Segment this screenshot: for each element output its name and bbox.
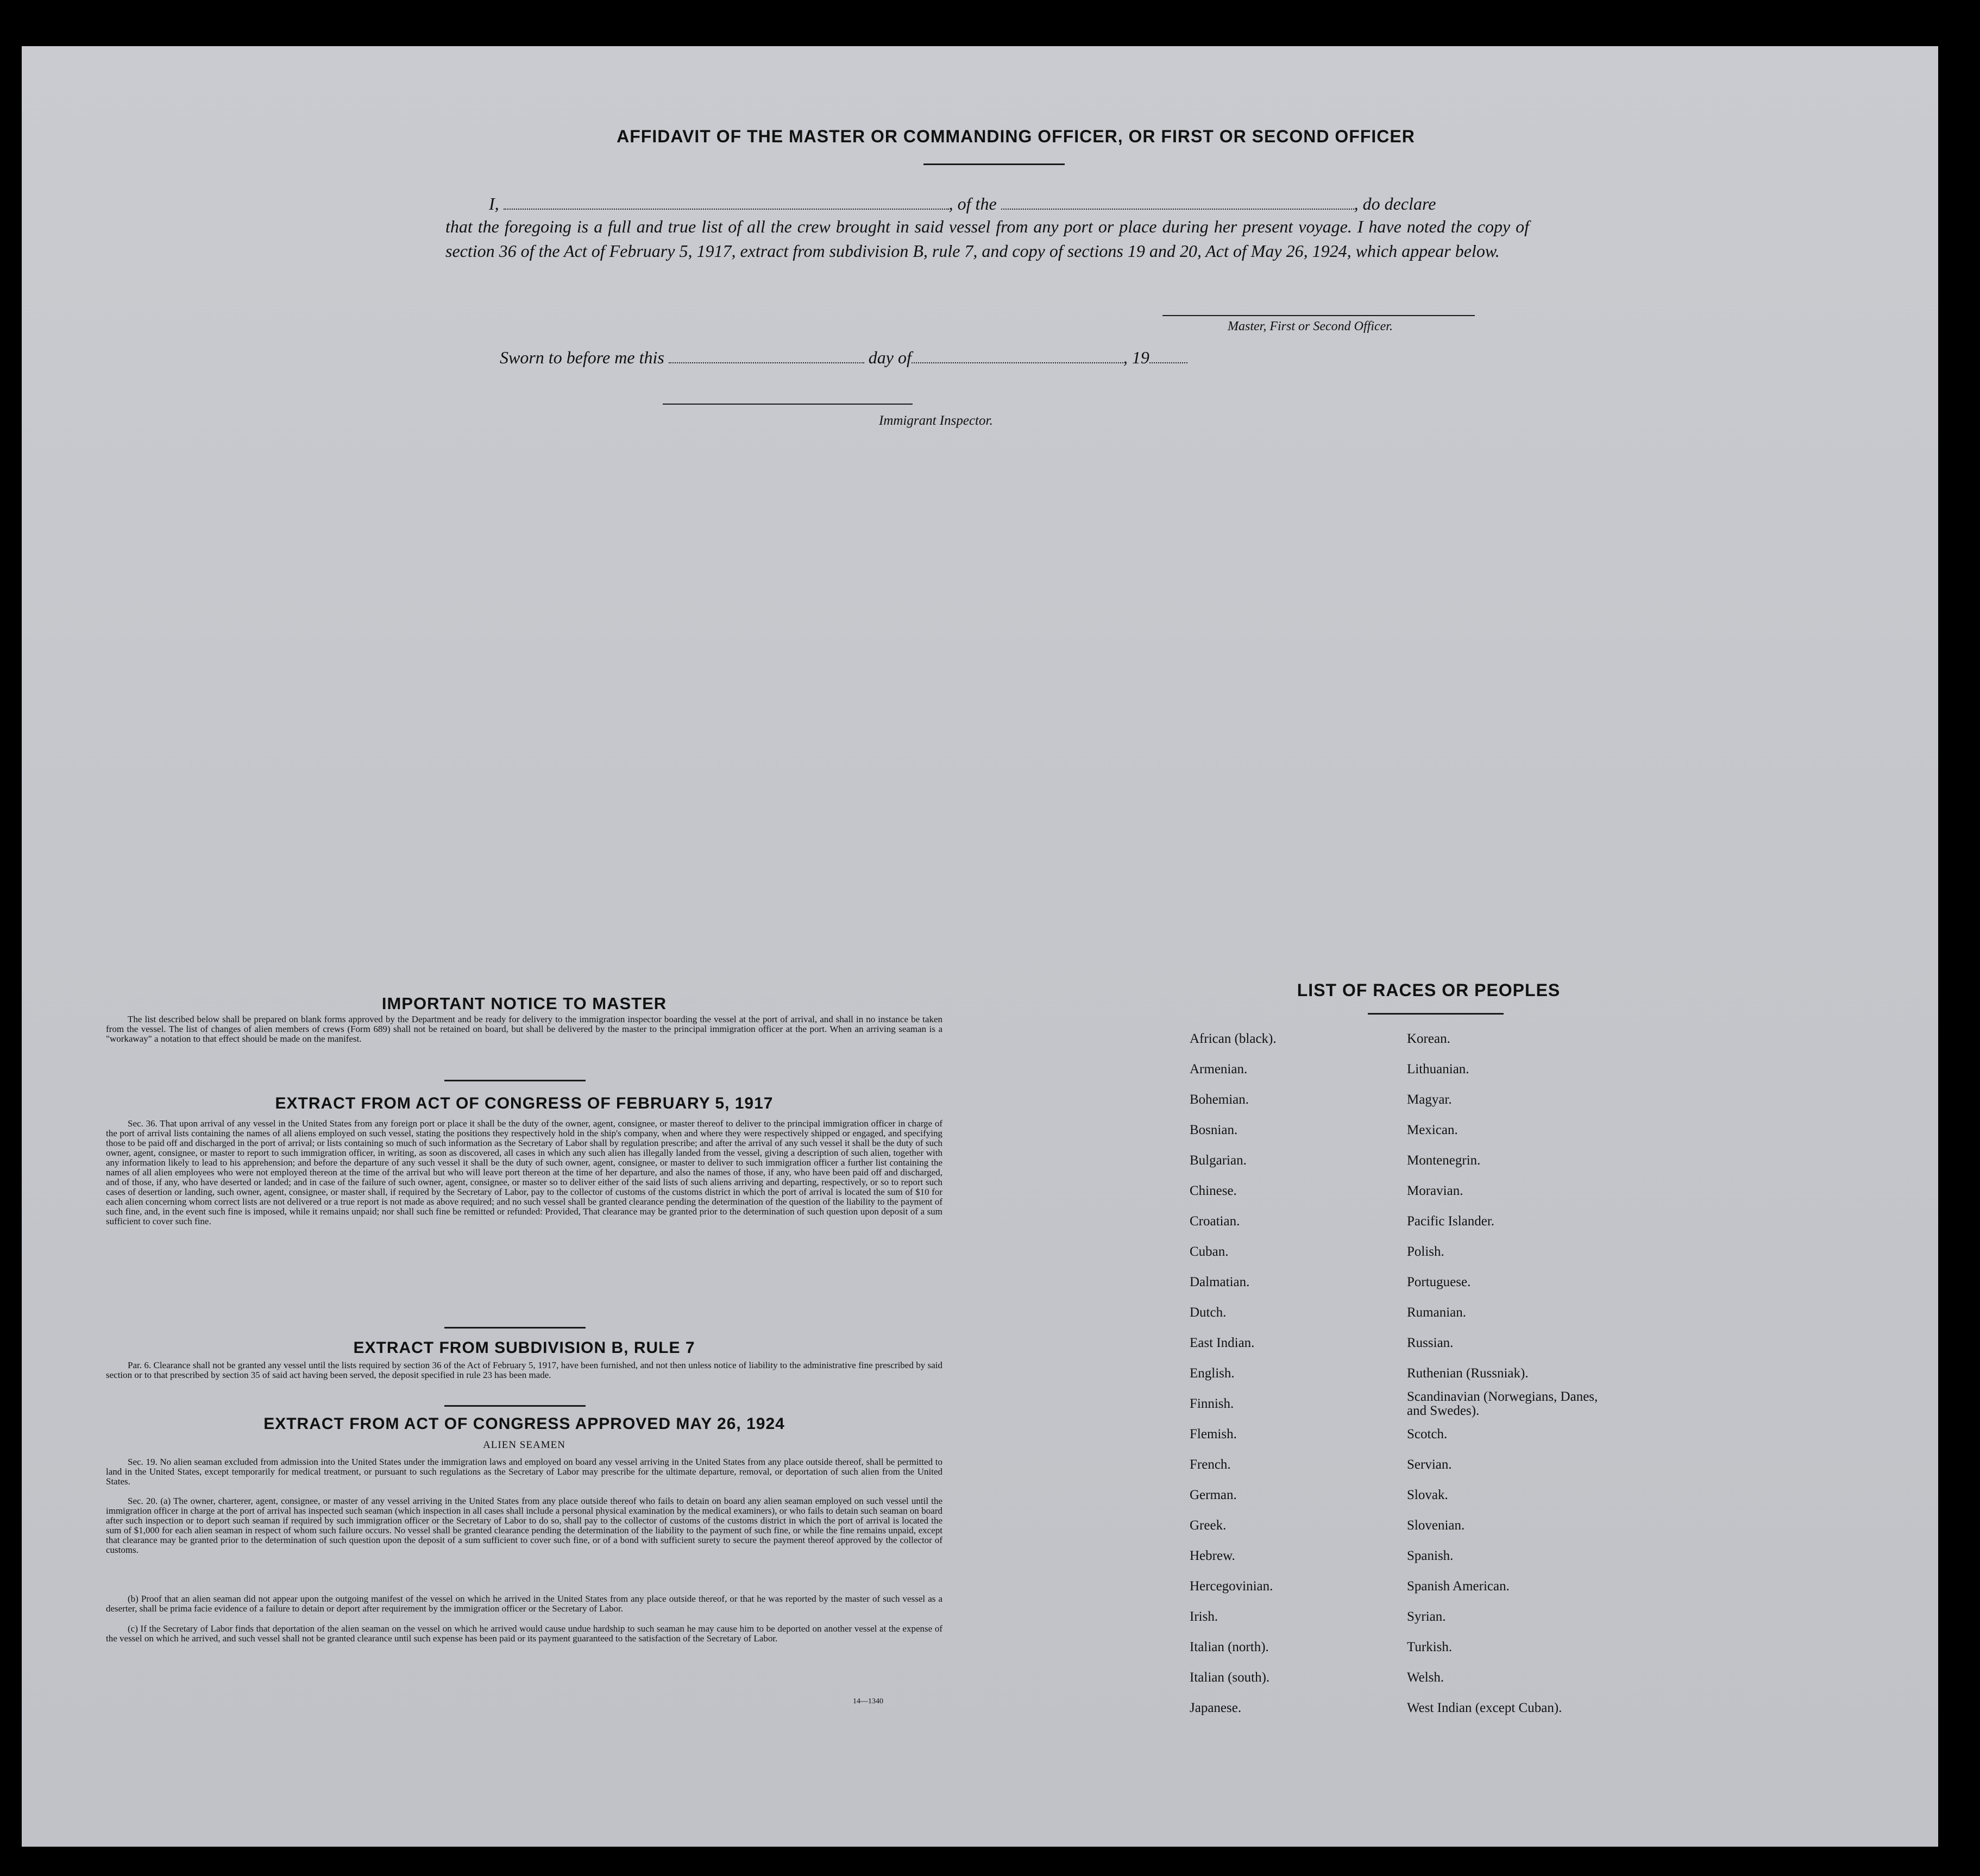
race-item: Irish. (1190, 1609, 1218, 1624)
master-signature-line (1162, 315, 1475, 316)
notice-title: IMPORTANT NOTICE TO MASTER (381, 994, 667, 1013)
alien-seamen-subtitle: ALIEN SEAMEN (483, 1439, 565, 1451)
extract-1917-text: Sec. 36. That upon arrival of any vessel in the United States from any foreign port or place it shall be the duty of the owner, agent, consignee, or master thereof to deliver to the principal immigration officer in charge of the port of arrival lists containing the names of all aliens employed on such vessel, stating the positions they respectively hold in the ship's company, when and where they were respectively shipped or engaged, and specifying those to be paid off and discharged in the port of arrival; or lists containing so much of such information as the Secretary of Labor shall by regulation prescribe; and after the arrival of any such vessel it shall be the duty of such owner, agent, consignee, or master to report to such immigration officer, in writing, as soon as discovered, all cases in which any such alien has illegally landed from the vessel, giving a description of such alien, together with any information likely to lead to his apprehension; and before the departure of any such vessel it shall be the duty of such owner, agent, consignee, or master to deliver to such immigration officer a further list containing the names of all alien employees who were not employed thereon at the time of the arrival but who will leave port thereon at the time of her departure, and also the names of those, if any, who have been paid off and discharged, and of those, if any, who have deserted or landed; and in case of the failure of such owner, agent, consignee, or master so to deliver either of the said lists of such aliens arriving and departing, respectively, or so to report such cases of desertion or landing, such owner, agent, consignee, or master shall, if required by the Secretary of Labor, pay to the collector of customs of the customs district in which the port of arrival is located the sum of $10 for each alien concerning whom correct lists are not delivered or a true report is not made as above required; and no such vessel shall be granted clearance pending the determination of the question of the liability to the payment of such fine, and, in the event such fine is imposed, while it remains unpaid; nor shall such fine be remitted or refunded: Provided, That clearance may be granted prior to the determination of such question upon deposit of a sum sufficient to cover such fine. (106, 1118, 942, 1226)
race-item: Syrian. (1407, 1609, 1446, 1624)
of-the-label: , of the (948, 193, 997, 213)
race-item: Cuban. (1190, 1244, 1229, 1259)
do-declare-label: , do declare (1354, 193, 1436, 213)
race-item: Rumanian. (1407, 1305, 1467, 1320)
affidavit-first-line (489, 193, 1532, 214)
race-item: Pacific Islander. (1407, 1214, 1495, 1229)
race-item: Slovak. (1407, 1488, 1448, 1502)
day-of-label: day of (868, 347, 912, 367)
month-blank (912, 347, 1123, 363)
sec20c-text: (c) If the Secretary of Labor finds that deportation of the alien seaman on the vessel on which he arrived would cause undue hardship to such seaman he may cause him to be deported on another vessel at the expense of the vessel on which he arrived, and such vessel shall not be granted clearance until such expense has been paid or its payment guaranteed to the satisfaction of the Secretary of Labor. (106, 1623, 942, 1644)
race-item: Mexican. (1407, 1123, 1458, 1137)
divider (444, 1080, 586, 1081)
extract-1924-title: EXTRACT FROM ACT OF CONGRESS APPROVED MAY 26, 1924 (263, 1415, 785, 1433)
race-item: French. (1190, 1457, 1231, 1472)
sworn-line (500, 347, 1187, 368)
race-item: Polish. (1407, 1244, 1444, 1259)
race-item: Hebrew. (1190, 1548, 1235, 1563)
race-item: Lithuanian. (1407, 1062, 1469, 1077)
race-item: Welsh. (1407, 1670, 1444, 1685)
race-item: Scandinavian (Norwegians, Danes, and Swedes). (1407, 1389, 1598, 1418)
master-caption: Master, First or Second Officer. (1228, 319, 1393, 333)
affidavit-body: that the foregoing is a full and true list of all the crew brought in said vessel from any port or place during her present voyage. I have noted the copy of section 36 of the Act of February 5, 1917, extract from subdivision B, rule 7, and copy of sections 19 and 20, Act of May 26, 1924, which appear below. (445, 217, 1529, 261)
manifest-back-page (22, 46, 1938, 1847)
vessel-blank (1001, 193, 1354, 210)
year-label: , 19 (1123, 347, 1149, 367)
affidavit-title: AFFIDAVIT OF THE MASTER OR COMMANDING OFFICER, OR FIRST OR SECOND OFFICER (617, 127, 1415, 146)
race-item: German. (1190, 1488, 1237, 1502)
race-item: Hercegovinian. (1190, 1579, 1273, 1594)
race-item: Slovenian. (1407, 1518, 1465, 1533)
sec19-text: Sec. 19. No alien seaman excluded from admission into the United States under the immigration laws and employed on board any vessel arriving in the United States from any place outside thereof, shall be permitted to land in the United States, except temporarily for medical treatment, or pursuant to such regulations as the Secretary of Labor may prescribe for the ultimate departure, removal, or deportation of such alien from the United States. (106, 1457, 942, 1487)
race-item: East Indian. (1190, 1336, 1255, 1350)
inspector-caption: Immigrant Inspector. (879, 413, 993, 428)
race-item: Bosnian. (1190, 1123, 1238, 1137)
race-item: Greek. (1190, 1518, 1227, 1533)
year-blank (1149, 347, 1187, 363)
race-item: Japanese. (1190, 1701, 1242, 1715)
race-item: Turkish. (1407, 1640, 1453, 1654)
affidavit-i-label: I, (489, 193, 499, 213)
extract-rule7-title: EXTRACT FROM SUBDIVISION B, RULE 7 (353, 1339, 695, 1357)
race-item: Servian. (1407, 1457, 1452, 1472)
race-item: Montenegrin. (1407, 1153, 1481, 1168)
race-item: English. (1190, 1366, 1235, 1381)
day-blank (669, 347, 864, 363)
race-item: Italian (south). (1190, 1670, 1270, 1685)
races-left-column (1190, 1024, 1277, 1723)
race-item: Russian. (1407, 1336, 1454, 1350)
divider (1368, 1013, 1504, 1015)
divider (444, 1405, 586, 1407)
race-item: West Indian (except Cuban). (1407, 1701, 1562, 1715)
races-right-column (1407, 1024, 1602, 1723)
extract-1917-title: EXTRACT FROM ACT OF CONGRESS OF FEBRUARY 5, 1917 (275, 1094, 774, 1112)
name-blank (504, 193, 949, 210)
race-item: Spanish American. (1407, 1579, 1510, 1594)
race-item: Portuguese. (1407, 1275, 1471, 1289)
race-item: Spanish. (1407, 1548, 1454, 1563)
race-item: Bulgarian. (1190, 1153, 1247, 1168)
divider (444, 1327, 586, 1329)
form-number: 14—1340 (853, 1697, 883, 1705)
races-title: LIST OF RACES OR PEOPLES (1297, 980, 1561, 1000)
sec20b-text: (b) Proof that an alien seaman did not appear upon the outgoing manifest of the vessel on which he arrived in the United States from any place outside thereof, or that he was reported by the master of such vessel as a deserter, shall be prima facie evidence of a failure to detain or deport after requirement by the immigration officer or the Secretary of Labor. (106, 1594, 942, 1614)
race-item: Ruthenian (Russniak). (1407, 1366, 1529, 1381)
race-item: Italian (north). (1190, 1640, 1269, 1654)
race-item: Finnish. (1190, 1396, 1234, 1411)
sec20a-text: Sec. 20. (a) The owner, charterer, agent, consignee, or master of any vessel arriving in the United States from any place outside thereof who fails to detain on board any alien seaman employed on such vessel until the immigration officer in charge at the port of arrival has inspected such seaman (which inspection in all cases shall include a personal physical examination by the medical examiners), or who fails to detain such seaman on board after such inspection or to deport such seaman if required by such immigration officer or the Secretary of Labor to do so, shall pay to the collector of customs of the customs district in which the port of arrival is located the sum of $1,000 for each alien seaman in respect of whom such failure occurs. No vessel shall be granted clearance pending the determination of the liability to the payment of such fine, or while the fine remains unpaid, except that clearance may be granted prior to the determination of such question upon the deposit of a sum sufficient to cover such fine, or of a bond with sufficient surety to secure the payment thereof approved by the collector of customs. (106, 1496, 942, 1555)
race-item: Moravian. (1407, 1183, 1463, 1198)
race-item: Armenian. (1190, 1062, 1248, 1077)
race-item: Korean. (1407, 1031, 1450, 1046)
race-item: Dutch. (1190, 1305, 1227, 1320)
race-item: African (black). (1190, 1031, 1277, 1046)
race-item: Croatian. (1190, 1214, 1240, 1229)
extract-rule7-text: Par. 6. Clearance shall not be granted any vessel until the lists required by section 36 of the Act of February 5, 1917, have been furnished, and not then unless notice of liability to the administrative fine prescribed by said section or to that prescribed by section 35 of said act having been served, the deposit specified in rule 23 has been made. (106, 1360, 942, 1380)
race-item: Dalmatian. (1190, 1275, 1250, 1289)
inspector-signature-line (663, 404, 913, 405)
sworn-label: Sworn to before me this (500, 347, 664, 367)
race-item: Chinese. (1190, 1183, 1237, 1198)
race-item: Magyar. (1407, 1092, 1452, 1107)
divider (923, 163, 1065, 165)
race-item: Flemish. (1190, 1427, 1237, 1441)
notice-text: The list described below shall be prepared on blank forms approved by the Department and be ready for delivery to the immigration inspector boarding the vessel at the port of arrival, and shall in no instance be taken from the vessel. The list of changes of alien members of crews (Form 689) shall not be retained on board, but shall be delivered by the master to the principal immigration officer at the port. When an arriving seaman is a "workaway" a notation to that effect should be made on the manifest. (106, 1014, 942, 1044)
race-item: Bohemian. (1190, 1092, 1249, 1107)
race-item: Scotch. (1407, 1427, 1448, 1441)
